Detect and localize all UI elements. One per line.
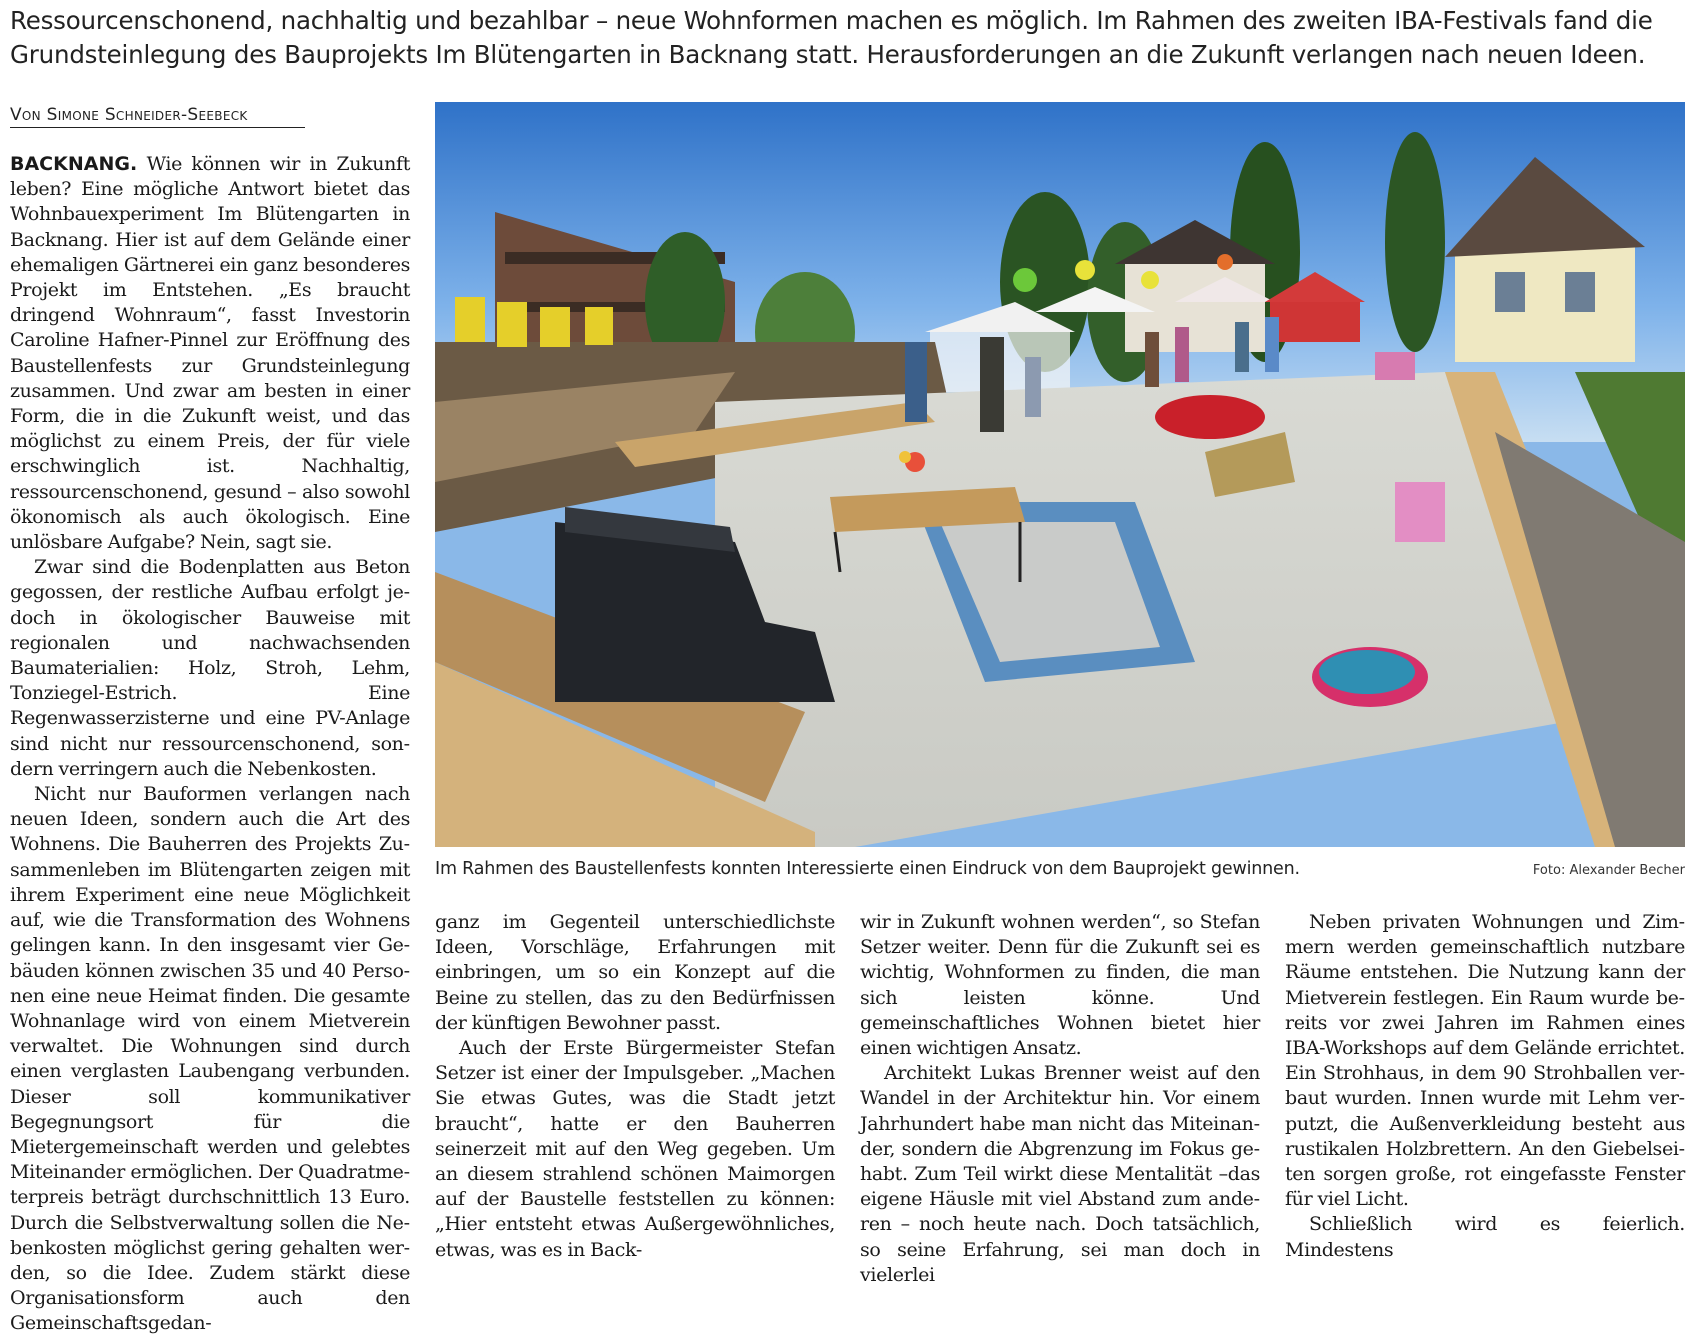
article-column-4 [1285,910,1685,1261]
dateline: BACKNANG. [10,153,138,175]
paragraph-text: Wie können wir in Zukunft leben? Eine mögliche Antwort bietet das Wohnbauexperiment Im Blütengarten in Backnang. Hier ist auf dem Gelände einer ehemaligen Gärtnerei ein ganz besonderes Projekt im Entstehen. „Es braucht dringend Wohnraum“, fasst Investorin Caroline Hafner-Pinnel zur Eröffnung des Baustellenfests zur Grundsteinlegung zusammen. Und zwar am besten in einer Form, die in die Zukunft weist, und das möglichst zu einem Preis, der für viele erschwinglich ist. Nachhaltig, ressourcenschonend, gesund – also sowohl ökonomisch als auch ökologisch. Eine unlösbare Aufgabe? Nein, sagt sie. [10,153,410,554]
article-column-1 [10,152,410,1335]
paragraph [10,152,410,555]
paragraph: Auch der Erste Bürgermeister Stefan Setzer ist einer der Impulsgeber. „Machen Sie etwas Gutes, was die Stadt jetzt braucht“, hatte er den Bauherren seinerzeit mit auf den Weg gegeben. Um an diesem strahlend schönen Maimorgen auf der Baustelle feststellen zu können: „Hier entsteht etwas Außergewöhnliches, etwas, was es in Back- [435,1037,835,1261]
paragraph: Architekt Lukas Brenner weist auf den Wandel in der Architektur hin. Vor einem Jahrhundert habe man nicht das Miteinander, sondern die Abgrenzung im Fokus gehabt. Zum Teil wirkt diese Mentalität –das eigene Häusle mit viel Abstand zum anderen – noch heute nach. Doch tatsächlich, so seine Erfahrung, sei man doch in vielerlei [860,1062,1260,1286]
lead-line-2: Grundsteinlegung des Bauprojekts Im Blütengarten in Backnang statt. Herausforderungen an die Zukunft verlangen nach neuen Ideen. [10,40,1646,69]
paragraph: wir in Zukunft wohnen werden“, so Stefan Setzer weiter. Denn für die Zukunft sei es wichtig, Wohnformen zu finden, die man sich leisten könne. Und gemeinschaftliches Wohnen bietet hier einen wichtigen Ansatz. [860,911,1260,1060]
photo-credit: Foto: Alexander Becher [1532,863,1685,878]
construction-site-photo [435,102,1685,847]
article-lead [10,4,1690,72]
lead-line-1: Ressourcenschonend, nachhaltig und bezahlbar – neue Wohnformen machen es möglich. Im Rahmen des zweiten IBA-Festivals fand die [10,6,1653,35]
paragraph: Nicht nur Bauformen verlangen nach neuen Ideen, sondern auch die Art des Wohnens. Die Bauherren des Projekts Zusammenleben im Blütengarten zeigen mit ihrem Experiment eine neue Möglichkeit auf, wie die Transformation des Wohnens gelingen kann. In den insgesamt vier Gebäuden können zwischen 35 und 40 Personen eine neue Heimat finden. Die gesamte Wohnanlage wird von einem Mietverein verwaltet. Die Wohnungen sind durch einen verglasten Laubengang verbunden. Dieser soll kommunikativer Begegnungsort für die Mietergemeinschaft werden und gelebtes Miteinander ermöglichen. Der Quadratmeterpreis beträgt durchschnittlich 13 Euro. Durch die Selbstverwaltung sollen die Nebenkosten möglichst gering gehalten werden, so die Idee. Zudem stärkt diese Organisationsform auch den Gemeinschaftsgedan- [10,783,410,1335]
article-photo [435,102,1685,847]
photo-caption: Im Rahmen des Baustellenfests konnten Interessierte einen Eindruck von dem Bauprojekt gewinnen. [435,859,1300,879]
article-column-3 [860,910,1260,1286]
article-column-2 [435,910,835,1261]
paragraph: ganz im Gegenteil unterschiedlichste Ideen, Vorschläge, Erfahrungen mit einbringen, um so ein Konzept auf die Beine zu stellen, das zu den Bedürfnissen der künftigen Bewohner passt. [435,911,835,1034]
byline: Von Simone Schneider-Seebeck [10,104,305,128]
paragraph: Schließlich wird es feierlich. Mindestens [1285,1213,1685,1261]
paragraph: Zwar sind die Bodenplatten aus Beton gegossen, der restliche Aufbau erfolgt jedoch in ökologischer Bauweise mit regionalen und nachwachsenden Baumaterialien: Holz, Stroh, Lehm, Tonziegel-Estrich. Eine Regenwasserzisterne und eine PV-Anlage sind nicht nur ressourcenschonend, sondern verringern auch die Nebenkosten. [10,556,410,780]
paragraph: Neben privaten Wohnungen und Zimmern werden gemeinschaftlich nutzbare Räume entstehen. Die Nutzung kann der Mietverein festlegen. Ein Raum wurde bereits vor zwei Jahren im Rahmen eines IBA-Workshops auf dem Gelände errichtet. Ein Strohhaus, in dem 90 Strohballen verbaut wurden. Innen wurde mit Lehm verputzt, die Außenverkleidung besteht aus rustikalen Holzbrettern. An den Giebelseiten sorgen große, rot eingefasste Fenster für viel Licht. [1285,911,1685,1211]
